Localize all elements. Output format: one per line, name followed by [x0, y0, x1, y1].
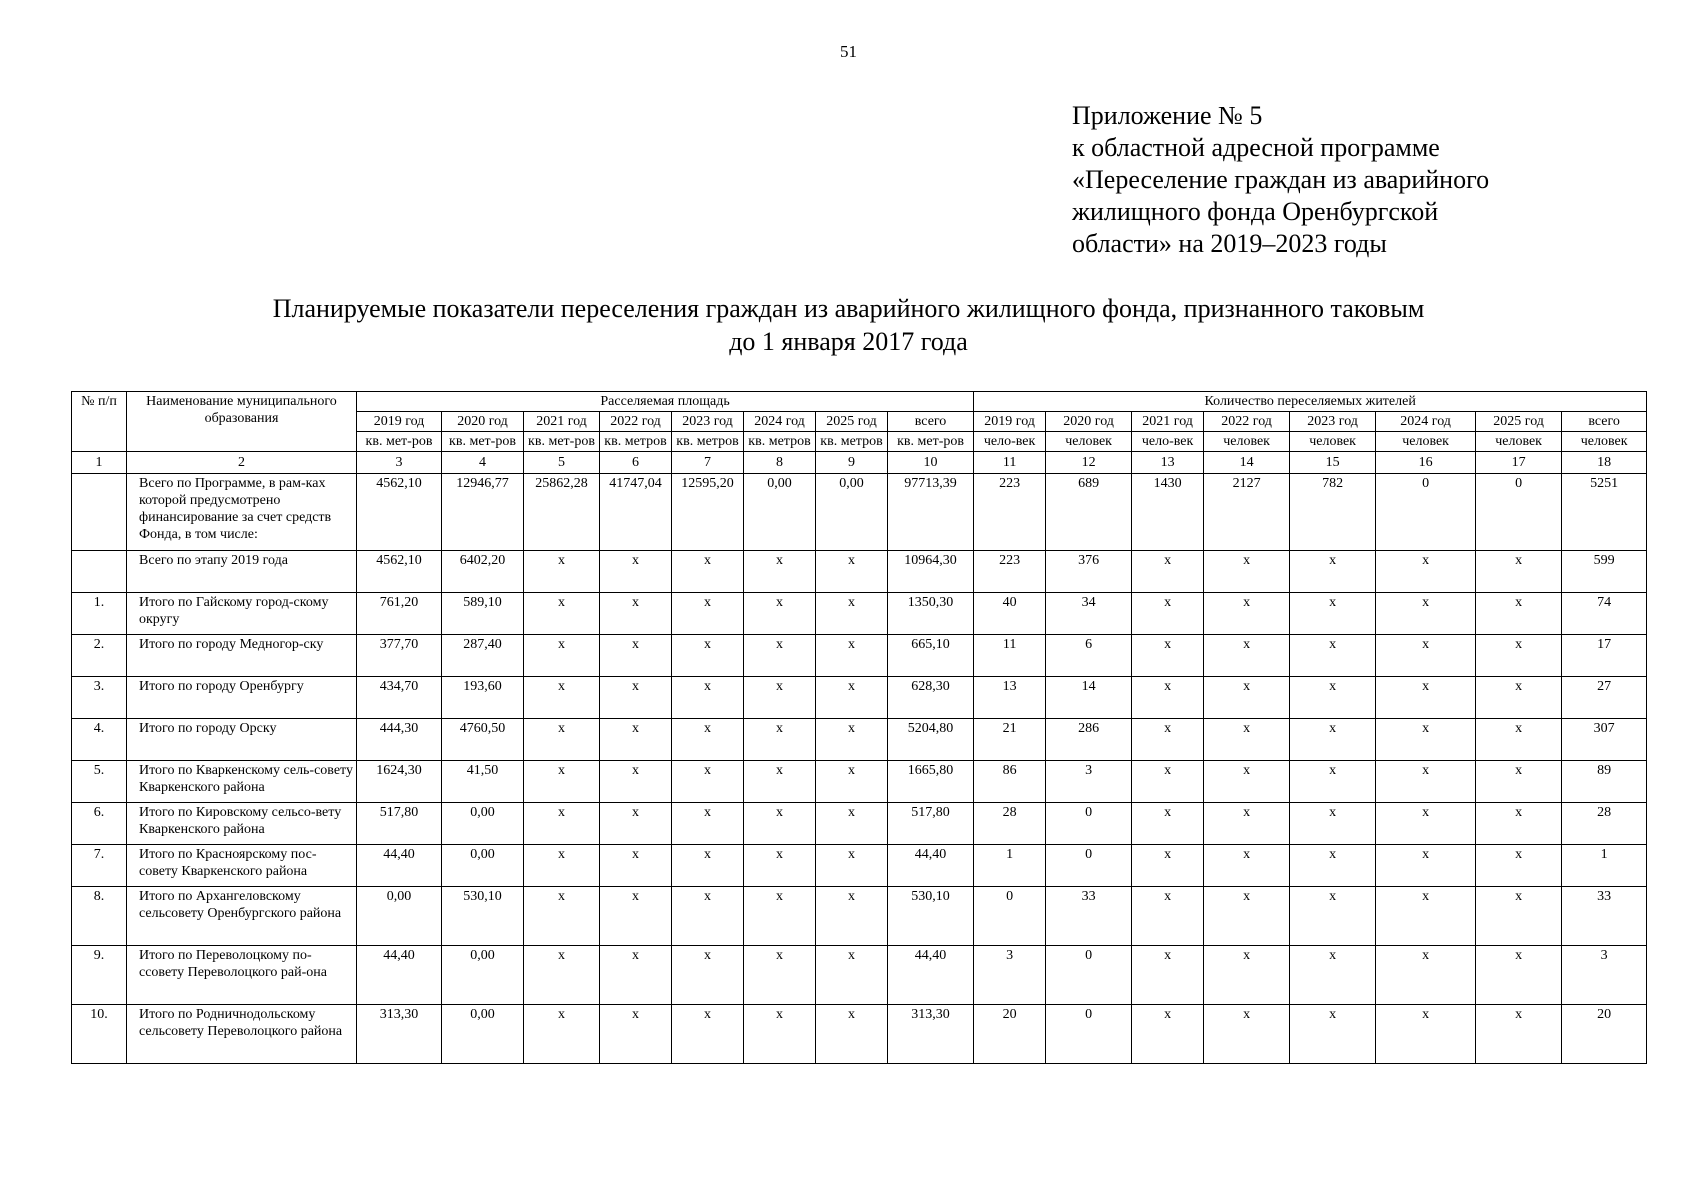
- area-year-header: 2022 год: [600, 412, 672, 432]
- people-value-cell: х: [1476, 946, 1562, 1005]
- area-value-cell: 0,00: [442, 946, 524, 1005]
- area-value-cell: 665,10: [888, 635, 974, 677]
- people-value-cell: 0: [1046, 1005, 1132, 1064]
- document-title: [0, 292, 1697, 358]
- people-value-cell: х: [1290, 551, 1376, 593]
- people-value-cell: х: [1290, 803, 1376, 845]
- column-number-cell: 5: [524, 452, 600, 474]
- area-value-cell: х: [672, 593, 744, 635]
- column-number-cell: 6: [600, 452, 672, 474]
- table-row: [72, 677, 1647, 719]
- area-year-header: 2021 год: [524, 412, 600, 432]
- table-body: [72, 474, 1647, 1064]
- area-value-cell: 0,00: [442, 1005, 524, 1064]
- area-value-cell: 4562,10: [357, 551, 442, 593]
- people-value-cell: 33: [1046, 887, 1132, 946]
- area-unit-header: кв. мет-ров: [524, 432, 600, 452]
- people-value-cell: 689: [1046, 474, 1132, 551]
- people-value-cell: х: [1476, 887, 1562, 946]
- people-value-cell: 0: [1046, 946, 1132, 1005]
- column-number-cell: 10: [888, 452, 974, 474]
- row-number-cell: [72, 551, 127, 593]
- column-number-cell: 15: [1290, 452, 1376, 474]
- people-unit-header: человек: [1476, 432, 1562, 452]
- area-value-cell: 10964,30: [888, 551, 974, 593]
- area-value-cell: х: [744, 719, 816, 761]
- area-value-cell: х: [600, 946, 672, 1005]
- people-unit-header: человек: [1046, 432, 1132, 452]
- people-value-cell: х: [1476, 845, 1562, 887]
- area-value-cell: 44,40: [888, 946, 974, 1005]
- area-unit-header: кв. метров: [744, 432, 816, 452]
- people-value-cell: х: [1132, 677, 1204, 719]
- people-value-cell: х: [1290, 1005, 1376, 1064]
- area-value-cell: х: [816, 635, 888, 677]
- people-value-cell: х: [1376, 1005, 1476, 1064]
- area-value-cell: 5204,80: [888, 719, 974, 761]
- header-row-column-numbers: [72, 452, 1647, 474]
- area-value-cell: х: [816, 677, 888, 719]
- area-year-header: 2019 год: [357, 412, 442, 432]
- column-number-cell: 7: [672, 452, 744, 474]
- appendix-line: «Переселение граждан из аварийного: [1072, 165, 1490, 194]
- people-value-cell: х: [1132, 719, 1204, 761]
- row-name-cell: Всего по Программе, в рам-ках которой предусмотрено финансирование за счет средств Фонда, в том числе:: [127, 474, 357, 551]
- area-value-cell: х: [524, 551, 600, 593]
- people-year-header: 2025 год: [1476, 412, 1562, 432]
- people-value-cell: 0: [1476, 474, 1562, 551]
- area-value-cell: 313,30: [357, 1005, 442, 1064]
- column-number-cell: 1: [72, 452, 127, 474]
- people-value-cell: х: [1204, 946, 1290, 1005]
- column-number-cell: 13: [1132, 452, 1204, 474]
- people-value-cell: 6: [1046, 635, 1132, 677]
- row-name-cell: Итого по Родничнодольскому сельсовету Переволоцкого района: [127, 1005, 357, 1064]
- people-unit-header: человек: [1204, 432, 1290, 452]
- column-number-cell: 8: [744, 452, 816, 474]
- people-unit-header: человек: [1290, 432, 1376, 452]
- area-value-cell: 193,60: [442, 677, 524, 719]
- area-value-cell: х: [524, 946, 600, 1005]
- people-value-cell: х: [1204, 845, 1290, 887]
- area-value-cell: х: [744, 946, 816, 1005]
- people-value-cell: 0: [1046, 803, 1132, 845]
- people-value-cell: х: [1476, 635, 1562, 677]
- area-value-cell: 530,10: [888, 887, 974, 946]
- row-name-cell: Итого по Гайскому город-скому округу: [127, 593, 357, 635]
- people-value-cell: 28: [1562, 803, 1647, 845]
- people-value-cell: 307: [1562, 719, 1647, 761]
- row-number-cell: 3.: [72, 677, 127, 719]
- header-people-group: Количество переселяемых жителей: [974, 392, 1647, 412]
- people-value-cell: х: [1376, 845, 1476, 887]
- appendix-line: Приложение № 5: [1072, 101, 1263, 130]
- area-value-cell: 313,30: [888, 1005, 974, 1064]
- table-row: [72, 845, 1647, 887]
- area-value-cell: 377,70: [357, 635, 442, 677]
- row-name-cell: Итого по городу Медногор-ску: [127, 635, 357, 677]
- people-value-cell: х: [1132, 845, 1204, 887]
- area-value-cell: х: [744, 761, 816, 803]
- people-value-cell: х: [1132, 761, 1204, 803]
- area-value-cell: 0,00: [357, 887, 442, 946]
- column-number-cell: 9: [816, 452, 888, 474]
- area-year-header: всего: [888, 412, 974, 432]
- area-value-cell: х: [672, 803, 744, 845]
- area-value-cell: 530,10: [442, 887, 524, 946]
- people-value-cell: х: [1132, 887, 1204, 946]
- area-value-cell: 41,50: [442, 761, 524, 803]
- table-row: [72, 719, 1647, 761]
- area-value-cell: х: [524, 803, 600, 845]
- people-year-header: 2023 год: [1290, 412, 1376, 432]
- table-row: [72, 635, 1647, 677]
- title-line-2: до 1 января 2017 года: [729, 327, 968, 356]
- people-value-cell: 3: [1562, 946, 1647, 1005]
- row-number-cell: 9.: [72, 946, 127, 1005]
- people-year-header: 2019 год: [974, 412, 1046, 432]
- page-number: 51: [840, 42, 857, 61]
- people-unit-header: человек: [1376, 432, 1476, 452]
- row-number-cell: 8.: [72, 887, 127, 946]
- people-value-cell: х: [1376, 887, 1476, 946]
- table-row: [72, 474, 1647, 551]
- area-value-cell: 6402,20: [442, 551, 524, 593]
- people-value-cell: х: [1132, 803, 1204, 845]
- area-value-cell: х: [816, 803, 888, 845]
- area-value-cell: 12946,77: [442, 474, 524, 551]
- table-row: [72, 1005, 1647, 1064]
- row-name-cell: Всего по этапу 2019 года: [127, 551, 357, 593]
- people-year-header: 2021 год: [1132, 412, 1204, 432]
- people-value-cell: х: [1132, 1005, 1204, 1064]
- people-value-cell: 28: [974, 803, 1046, 845]
- people-value-cell: 0: [1376, 474, 1476, 551]
- people-unit-header: чело-век: [1132, 432, 1204, 452]
- area-value-cell: 589,10: [442, 593, 524, 635]
- area-value-cell: 0,00: [442, 845, 524, 887]
- people-value-cell: 21: [974, 719, 1046, 761]
- people-value-cell: х: [1476, 677, 1562, 719]
- row-name-cell: Итого по Архангеловскому сельсовету Оренбургского района: [127, 887, 357, 946]
- area-value-cell: 1665,80: [888, 761, 974, 803]
- area-value-cell: 1624,30: [357, 761, 442, 803]
- table-row: [72, 946, 1647, 1005]
- table-row: [72, 761, 1647, 803]
- area-value-cell: х: [600, 887, 672, 946]
- area-value-cell: х: [672, 887, 744, 946]
- area-unit-header: кв. мет-ров: [888, 432, 974, 452]
- area-unit-header: кв. метров: [672, 432, 744, 452]
- people-value-cell: 1: [974, 845, 1046, 887]
- area-value-cell: х: [816, 551, 888, 593]
- people-value-cell: 223: [974, 551, 1046, 593]
- area-value-cell: х: [524, 635, 600, 677]
- row-number-cell: 1.: [72, 593, 127, 635]
- area-value-cell: х: [524, 887, 600, 946]
- row-number-cell: 4.: [72, 719, 127, 761]
- people-value-cell: 13: [974, 677, 1046, 719]
- people-value-cell: х: [1290, 719, 1376, 761]
- people-value-cell: х: [1290, 845, 1376, 887]
- area-value-cell: х: [816, 719, 888, 761]
- area-value-cell: 44,40: [357, 845, 442, 887]
- people-year-header: 2020 год: [1046, 412, 1132, 432]
- column-number-cell: 11: [974, 452, 1046, 474]
- people-value-cell: 34: [1046, 593, 1132, 635]
- area-year-header: 2020 год: [442, 412, 524, 432]
- area-unit-header: кв. мет-ров: [442, 432, 524, 452]
- people-value-cell: х: [1204, 551, 1290, 593]
- appendix-line: области» на 2019–2023 годы: [1072, 229, 1387, 258]
- people-value-cell: 3: [1046, 761, 1132, 803]
- row-number-cell: 6.: [72, 803, 127, 845]
- resettlement-table: [71, 391, 1647, 1064]
- people-value-cell: 599: [1562, 551, 1647, 593]
- area-value-cell: х: [524, 677, 600, 719]
- area-value-cell: х: [672, 761, 744, 803]
- area-value-cell: х: [524, 845, 600, 887]
- people-value-cell: 11: [974, 635, 1046, 677]
- people-value-cell: 33: [1562, 887, 1647, 946]
- area-value-cell: х: [600, 551, 672, 593]
- area-value-cell: х: [816, 593, 888, 635]
- appendix-header: [1072, 100, 1489, 260]
- area-value-cell: 4760,50: [442, 719, 524, 761]
- area-value-cell: х: [744, 677, 816, 719]
- area-value-cell: х: [744, 803, 816, 845]
- people-value-cell: х: [1476, 593, 1562, 635]
- area-value-cell: 4562,10: [357, 474, 442, 551]
- appendix-line: жилищного фонда Оренбургской: [1072, 197, 1439, 226]
- area-value-cell: х: [744, 887, 816, 946]
- area-value-cell: 434,70: [357, 677, 442, 719]
- area-value-cell: х: [600, 635, 672, 677]
- area-value-cell: 12595,20: [672, 474, 744, 551]
- people-value-cell: х: [1376, 593, 1476, 635]
- row-number-cell: [72, 474, 127, 551]
- people-value-cell: х: [1376, 761, 1476, 803]
- people-value-cell: х: [1290, 635, 1376, 677]
- area-value-cell: 761,20: [357, 593, 442, 635]
- row-number-cell: 5.: [72, 761, 127, 803]
- people-value-cell: 3: [974, 946, 1046, 1005]
- people-value-cell: х: [1204, 719, 1290, 761]
- area-value-cell: х: [816, 761, 888, 803]
- people-value-cell: 223: [974, 474, 1046, 551]
- people-unit-header: чело-век: [974, 432, 1046, 452]
- area-value-cell: х: [600, 719, 672, 761]
- column-number-cell: 16: [1376, 452, 1476, 474]
- people-value-cell: х: [1290, 887, 1376, 946]
- people-value-cell: х: [1204, 761, 1290, 803]
- people-value-cell: х: [1476, 1005, 1562, 1064]
- area-value-cell: х: [600, 677, 672, 719]
- row-name-cell: Итого по Кваркенскому сель-совету Кваркенского района: [127, 761, 357, 803]
- area-value-cell: х: [600, 761, 672, 803]
- area-value-cell: х: [816, 887, 888, 946]
- row-number-cell: 2.: [72, 635, 127, 677]
- people-value-cell: х: [1290, 677, 1376, 719]
- area-value-cell: х: [744, 1005, 816, 1064]
- area-value-cell: х: [816, 845, 888, 887]
- people-value-cell: 1430: [1132, 474, 1204, 551]
- area-value-cell: х: [672, 719, 744, 761]
- people-value-cell: 86: [974, 761, 1046, 803]
- people-value-cell: х: [1204, 1005, 1290, 1064]
- people-value-cell: х: [1476, 551, 1562, 593]
- area-value-cell: 0,00: [442, 803, 524, 845]
- people-value-cell: 376: [1046, 551, 1132, 593]
- row-name-cell: Итого по Красноярскому пос-совету Кваркенского района: [127, 845, 357, 887]
- area-unit-header: кв. метров: [600, 432, 672, 452]
- people-value-cell: 0: [1046, 845, 1132, 887]
- area-value-cell: х: [524, 761, 600, 803]
- table-row: [72, 803, 1647, 845]
- people-value-cell: х: [1290, 761, 1376, 803]
- people-value-cell: х: [1376, 803, 1476, 845]
- column-number-cell: 4: [442, 452, 524, 474]
- row-name-cell: Итого по городу Орску: [127, 719, 357, 761]
- header-area-group: Расселяемая площадь: [357, 392, 974, 412]
- people-value-cell: х: [1376, 551, 1476, 593]
- area-value-cell: 0,00: [816, 474, 888, 551]
- row-name-cell: Итого по городу Оренбургу: [127, 677, 357, 719]
- people-value-cell: х: [1376, 677, 1476, 719]
- area-value-cell: х: [672, 551, 744, 593]
- row-name-cell: Итого по Кировскому сельсо-вету Кваркенского района: [127, 803, 357, 845]
- area-value-cell: 517,80: [357, 803, 442, 845]
- header-row-groups: [72, 392, 1647, 412]
- area-value-cell: х: [816, 946, 888, 1005]
- column-number-cell: 2: [127, 452, 357, 474]
- title-line-1: Планируемые показатели переселения граждан из аварийного жилищного фонда, признанного таковым: [272, 294, 1425, 323]
- people-value-cell: 27: [1562, 677, 1647, 719]
- people-value-cell: 17: [1562, 635, 1647, 677]
- area-value-cell: 44,40: [888, 845, 974, 887]
- area-value-cell: х: [600, 1005, 672, 1064]
- area-value-cell: х: [600, 593, 672, 635]
- area-value-cell: 41747,04: [600, 474, 672, 551]
- row-name-cell: Итого по Переволоцкому по-ссовету Переволоцкого рай-она: [127, 946, 357, 1005]
- people-value-cell: х: [1476, 719, 1562, 761]
- area-value-cell: 1350,30: [888, 593, 974, 635]
- people-value-cell: х: [1204, 887, 1290, 946]
- people-value-cell: х: [1204, 803, 1290, 845]
- people-year-header: всего: [1562, 412, 1647, 432]
- area-value-cell: х: [816, 1005, 888, 1064]
- area-value-cell: 0,00: [744, 474, 816, 551]
- people-value-cell: 40: [974, 593, 1046, 635]
- area-value-cell: х: [672, 946, 744, 1005]
- people-value-cell: 2127: [1204, 474, 1290, 551]
- column-number-cell: 17: [1476, 452, 1562, 474]
- header-name: Наименование муниципального образования: [127, 392, 357, 452]
- area-value-cell: х: [672, 635, 744, 677]
- row-number-cell: 7.: [72, 845, 127, 887]
- area-value-cell: х: [744, 635, 816, 677]
- area-value-cell: х: [744, 551, 816, 593]
- people-value-cell: х: [1290, 593, 1376, 635]
- area-unit-header: кв. метров: [816, 432, 888, 452]
- people-value-cell: 286: [1046, 719, 1132, 761]
- area-value-cell: х: [600, 803, 672, 845]
- people-value-cell: х: [1290, 946, 1376, 1005]
- appendix-line: к областной адресной программе: [1072, 133, 1440, 162]
- people-value-cell: х: [1132, 635, 1204, 677]
- people-value-cell: х: [1204, 593, 1290, 635]
- area-value-cell: 628,30: [888, 677, 974, 719]
- column-number-cell: 18: [1562, 452, 1647, 474]
- area-value-cell: х: [672, 677, 744, 719]
- area-value-cell: 44,40: [357, 946, 442, 1005]
- area-value-cell: 97713,39: [888, 474, 974, 551]
- area-year-header: 2024 год: [744, 412, 816, 432]
- header-num: № п/п: [72, 392, 127, 452]
- people-year-header: 2024 год: [1376, 412, 1476, 432]
- area-value-cell: 287,40: [442, 635, 524, 677]
- people-value-cell: 20: [1562, 1005, 1647, 1064]
- people-value-cell: х: [1376, 719, 1476, 761]
- area-year-header: 2023 год: [672, 412, 744, 432]
- people-value-cell: 14: [1046, 677, 1132, 719]
- people-value-cell: х: [1132, 551, 1204, 593]
- people-value-cell: х: [1204, 635, 1290, 677]
- people-value-cell: х: [1476, 803, 1562, 845]
- area-value-cell: 444,30: [357, 719, 442, 761]
- people-value-cell: 1: [1562, 845, 1647, 887]
- area-value-cell: х: [524, 1005, 600, 1064]
- people-value-cell: х: [1476, 761, 1562, 803]
- people-value-cell: 89: [1562, 761, 1647, 803]
- row-number-cell: 10.: [72, 1005, 127, 1064]
- area-value-cell: х: [600, 845, 672, 887]
- area-value-cell: 517,80: [888, 803, 974, 845]
- column-number-cell: 3: [357, 452, 442, 474]
- people-value-cell: 74: [1562, 593, 1647, 635]
- table-row: [72, 887, 1647, 946]
- people-value-cell: 5251: [1562, 474, 1647, 551]
- table-row: [72, 551, 1647, 593]
- people-unit-header: человек: [1562, 432, 1647, 452]
- area-value-cell: х: [672, 845, 744, 887]
- area-unit-header: кв. мет-ров: [357, 432, 442, 452]
- people-value-cell: х: [1376, 635, 1476, 677]
- people-value-cell: 20: [974, 1005, 1046, 1064]
- area-value-cell: 25862,28: [524, 474, 600, 551]
- people-value-cell: 0: [974, 887, 1046, 946]
- area-value-cell: х: [744, 593, 816, 635]
- people-value-cell: х: [1132, 946, 1204, 1005]
- people-value-cell: х: [1132, 593, 1204, 635]
- area-value-cell: х: [672, 1005, 744, 1064]
- column-number-cell: 14: [1204, 452, 1290, 474]
- area-value-cell: х: [524, 593, 600, 635]
- area-value-cell: х: [744, 845, 816, 887]
- people-value-cell: х: [1204, 677, 1290, 719]
- people-year-header: 2022 год: [1204, 412, 1290, 432]
- people-value-cell: х: [1376, 946, 1476, 1005]
- table-row: [72, 593, 1647, 635]
- column-number-cell: 12: [1046, 452, 1132, 474]
- area-year-header: 2025 год: [816, 412, 888, 432]
- area-value-cell: х: [524, 719, 600, 761]
- people-value-cell: 782: [1290, 474, 1376, 551]
